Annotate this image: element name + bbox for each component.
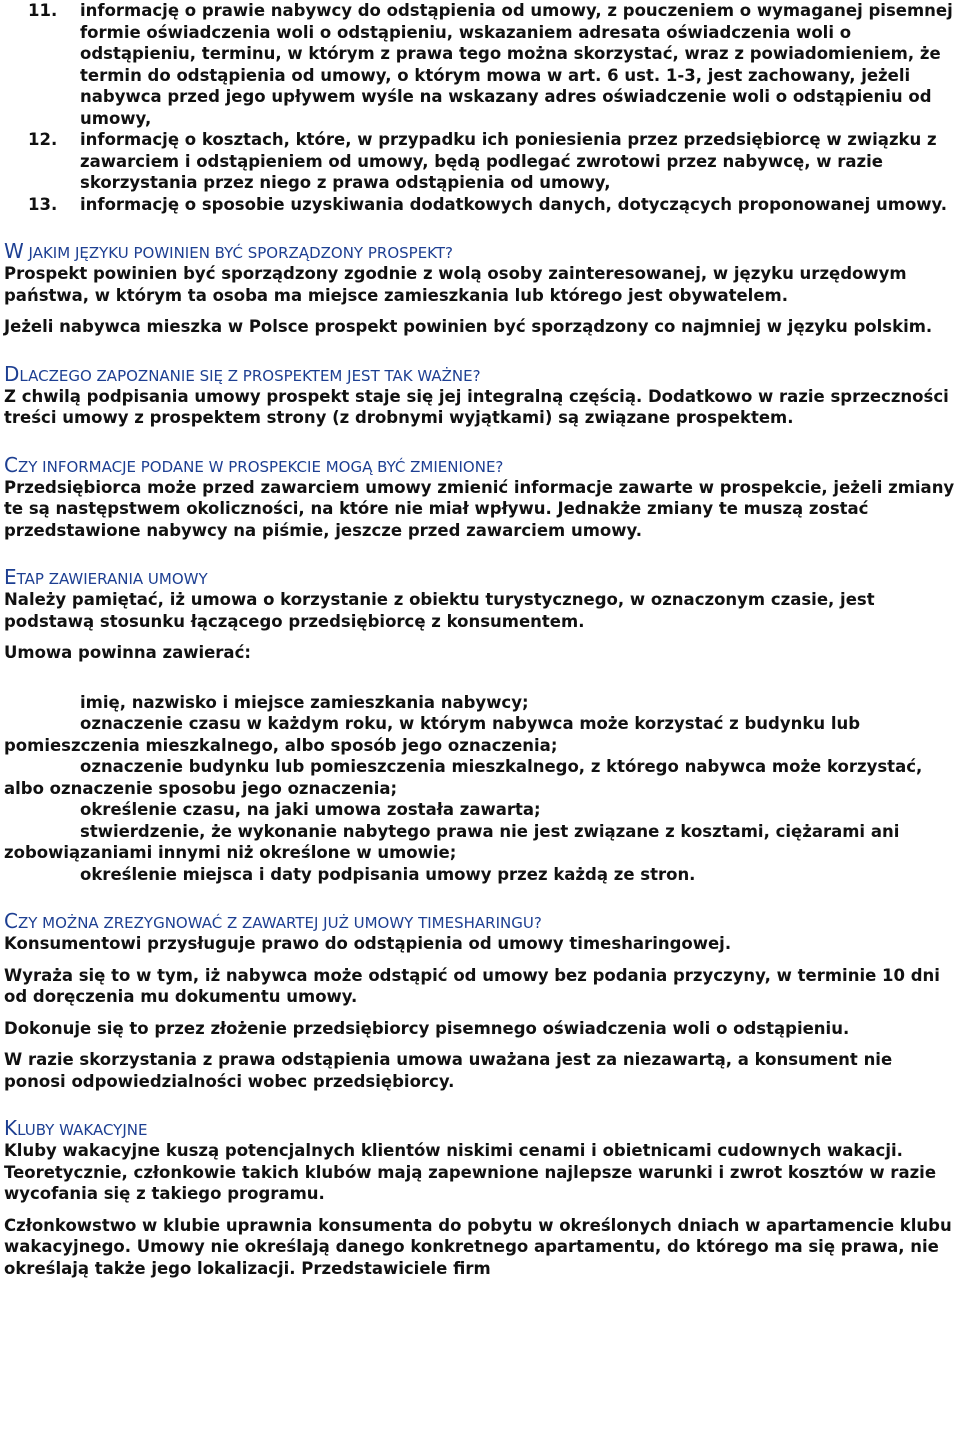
numbered-list [4,0,958,215]
list-item: oznaczenie budynku lub pomieszczenia mieszkalnego, z którego nabywca może korzystać, albo oznaczenie sposobu jego oznaczenia; [4,757,923,798]
list-item-text: informację o sposobie uzyskiwania dodatkowych danych, dotyczących proponowanej umowy. [80,194,948,214]
paragraph: Dokonuje się to przez złożenie przedsiębiorcy pisemnego oświadczenia woli o odstąpieniu. [4,1018,850,1038]
section-heading-withdraw: CZY MOŻNA ZREZYGNOWAĆ Z ZAWARTEJ JUŻ UMOWY TIMESHARINGU? [4,909,542,933]
paragraph: Konsumentowi przysługuje prawo do odstąpienia od umowy timesharingowej. [4,934,732,953]
paragraph: W razie skorzystania z prawa odstąpienia umowa uważana jest za niezawartą, a konsument nie ponosi odpowiedzialności wobec przedsiębiorcy. [4,1050,893,1091]
paragraph: Z chwilą podpisania umowy prospekt staje się jej integralną częścią. Dodatkowo w razie sprzeczności treści umowy z prospektem strony (z drobnymi wyjątkami) są związane prospektem. [4,386,949,427]
list-item: imię, nazwisko i miejsce zamieszkania nabywcy; [80,692,529,712]
list-item [4,0,958,129]
list-item-number: 12. [28,130,58,149]
paragraph: Wyraża się to w tym, iż nabywca może odstąpić od umowy bez podania przyczyny, w terminie 10 dni od doręczenia mu dokumentu umowy. [4,965,940,1006]
list-item [4,194,958,216]
list-item-text: informację o kosztach, które, w przypadku ich poniesienia przez przedsiębiorcę w związku z zawarciem i odstąpieniem od umowy, będą podlegać zwrotowi przez nabywcę, w razie skorzystania przez niego z prawa odstąpienia od umowy, [80,130,937,192]
list-item-text: informację o prawie nabywcy do odstąpienia od umowy, z pouczeniem o wymaganej pisemnej formie oświadczenia woli o odstąpieniu, wskazaniem adresata oświadczenia woli o odstąpieniu, terminu, w którym z prawa tego można skorzystać, wraz z powiadomieniem, że termin do odstąpienia od umowy, o którym mowa w art. 6 ust. 1-3, jest zachowany, jeżeli nabywca przed jego upływem wyśle na wskazany adres oświadczenie woli o odstąpieniu od umowy, [80,1,953,128]
list-item [4,129,958,194]
contract-requirements-list [4,692,958,886]
paragraph: Umowa powinna zawierać: [4,643,251,662]
list-item: oznaczenie czasu w każdym roku, w którym nabywca może korzystać z budynku lub pomieszczenia mieszkalnego, albo sposób jego oznaczenia; [4,714,861,755]
paragraph: Przedsiębiorca może przed zawarciem umowy zmienić informacje zawarte w prospekcie, jeżeli zmiany te są następstwem okoliczności, na które nie miał wpływu. Jednakże zmiany te muszą zostać przedstawione nabywcy na piśmie, jeszcze przed zawarciem umowy. [4,477,955,540]
section-heading-clubs: KLUBY WAKACYJNE [4,1116,148,1140]
list-item-number: 13. [28,194,58,214]
list-item: stwierdzenie, że wykonanie nabytego prawa nie jest związane z kosztami, ciężarami ani zobowiązaniami innymi niż określone w umowie; [4,821,900,862]
paragraph: Jeżeli nabywca mieszka w Polsce prospekt powinien być sporządzony co najmniej w języku polskim. [4,317,933,336]
paragraph: Prospekt powinien być sporządzony zgodnie z wolą osoby zainteresowanej, w języku urzędowym państwa, w którym ta osoba ma miejsce zamieszkania lub którego jest obywatelem. [4,264,907,305]
section-heading-change: CZY INFORMACJE PODANE W PROSPEKCIE MOGĄ BYĆ ZMIENIONE? [4,452,504,477]
paragraph: Członkowstwo w klubie uprawnia konsumenta do pobytu w określonych dniach w apartamencie klubu wakacyjnego. Umowy nie określają danego konkretnego apartamentu, do którego ma się prawa, nie określają także jego lokalizacji. Przedstawiciele firm [4,1215,952,1278]
document-page [4,0,958,1279]
section-heading-stage: ETAP ZAWIERANIA UMOWY [4,565,208,589]
list-item-number: 11. [28,1,58,20]
section-heading-why: DLACZEGO ZAPOZNANIE SIĘ Z PROSPEKTEM JEST TAK WAŻNE? [4,361,481,386]
paragraph: Należy pamiętać, iż umowa o korzystanie z obiektu turystycznego, w oznaczonym czasie, jest podstawą stosunku łączącego przedsiębiorcę z konsumentem. [4,590,875,631]
paragraph: Kluby wakacyjne kuszą potencjalnych klientów niskimi cenami i obietnicami cudownych wakacji. Teoretycznie, członkowie takich klubów mają zapewnione najlepsze warunki i zwrot kosztów w razie wycofania się z takiego programu. [4,1141,937,1203]
list-item: określenie czasu, na jaki umowa została zawarta; [80,800,541,819]
list-item: określenie miejsca i daty podpisania umowy przez każdą ze stron. [80,864,696,884]
section-heading-language: W JAKIM JĘZYKU POWINIEN BYĆ SPORZĄDZONY PROSPEKT? [4,239,453,263]
